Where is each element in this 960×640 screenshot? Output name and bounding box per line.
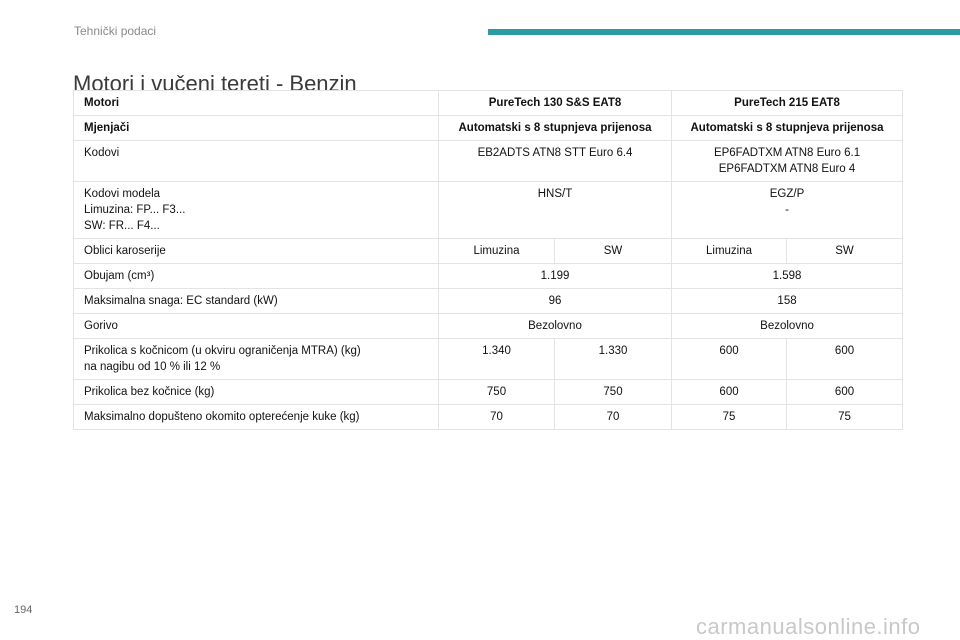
table-row-fuel: [74, 314, 903, 339]
table-cell: 600: [672, 380, 787, 405]
table-row-gearbox: [74, 116, 903, 141]
table-row-braked-trailer: [74, 339, 903, 380]
table-cell: Bezolovno: [439, 314, 672, 339]
table-cell: Automatski s 8 stupnjeva prijenosa: [672, 116, 903, 141]
cell-line: EGZ/P: [769, 188, 805, 200]
specs-table: [73, 90, 903, 430]
table-cell: PureTech 130 S&S EAT8: [439, 91, 672, 116]
watermark: carmanualsonline.info: [696, 614, 921, 639]
table-cell: 70: [555, 405, 672, 430]
table-cell: HNS/T: [439, 182, 672, 239]
table-row-codes: [74, 141, 903, 182]
table-row-engines: [74, 91, 903, 116]
table-cell: SW: [787, 239, 903, 264]
row-label: [74, 182, 439, 239]
table-cell: 600: [787, 380, 903, 405]
table-row-unbraked-trailer: [74, 380, 903, 405]
row-label: Motori: [74, 91, 439, 116]
label-line: Kodovi modela: [84, 188, 161, 200]
row-label: Gorivo: [74, 314, 439, 339]
table-cell: 600: [787, 339, 903, 380]
row-label: Prikolica bez kočnice (kg): [74, 380, 439, 405]
table-cell: [672, 182, 903, 239]
table-cell: 1.598: [672, 264, 903, 289]
table-row-power: [74, 289, 903, 314]
table-cell: [672, 141, 903, 182]
table-cell: Limuzina: [672, 239, 787, 264]
header-accent-bar: [488, 29, 960, 35]
row-label: [74, 339, 439, 380]
table-cell: 750: [439, 380, 555, 405]
table-cell: 75: [787, 405, 903, 430]
row-label: Obujam (cm³): [74, 264, 439, 289]
table-cell: 750: [555, 380, 672, 405]
row-label: Maksimalna snaga: EC standard (kW): [74, 289, 439, 314]
row-label: Maksimalno dopušteno okomito opterećenje kuke (kg): [74, 405, 439, 430]
label-line: na nagibu od 10 % ili 12 %: [84, 361, 221, 373]
table-cell: Automatski s 8 stupnjeva prijenosa: [439, 116, 672, 141]
row-label: Kodovi: [74, 141, 439, 182]
table-cell: 70: [439, 405, 555, 430]
table-cell: EB2ADTS ATN8 STT Euro 6.4: [439, 141, 672, 182]
cell-line: EP6FADTXM ATN8 Euro 4: [718, 163, 856, 175]
table-cell: 1.199: [439, 264, 672, 289]
page-number: 194: [14, 604, 33, 616]
table-cell: 1.330: [555, 339, 672, 380]
table-row-body: [74, 239, 903, 264]
table-cell: 96: [439, 289, 672, 314]
label-line: Limuzina: FP... F3...: [84, 204, 186, 216]
page-title: Motori i vučeni tereti - Benzin: [73, 70, 357, 96]
cell-line: EP6FADTXM ATN8 Euro 6.1: [713, 147, 861, 159]
table-row-model-codes: [74, 182, 903, 239]
table-row-nose-weight: [74, 405, 903, 430]
table-cell: 1.340: [439, 339, 555, 380]
row-label: Mjenjači: [74, 116, 439, 141]
table-cell: 75: [672, 405, 787, 430]
table-cell: 158: [672, 289, 903, 314]
table-cell: Bezolovno: [672, 314, 903, 339]
section-title: Tehnički podaci: [74, 24, 157, 38]
table-cell: Limuzina: [439, 239, 555, 264]
table-row-displacement: [74, 264, 903, 289]
label-line: SW: FR... F4...: [84, 220, 160, 232]
label-line: Prikolica s kočnicom (u okviru ograničenja MTRA) (kg): [84, 345, 361, 357]
table-cell: SW: [555, 239, 672, 264]
row-label: Oblici karoserije: [74, 239, 439, 264]
table-cell: PureTech 215 EAT8: [672, 91, 903, 116]
cell-line: -: [785, 204, 789, 216]
table-cell: 600: [672, 339, 787, 380]
